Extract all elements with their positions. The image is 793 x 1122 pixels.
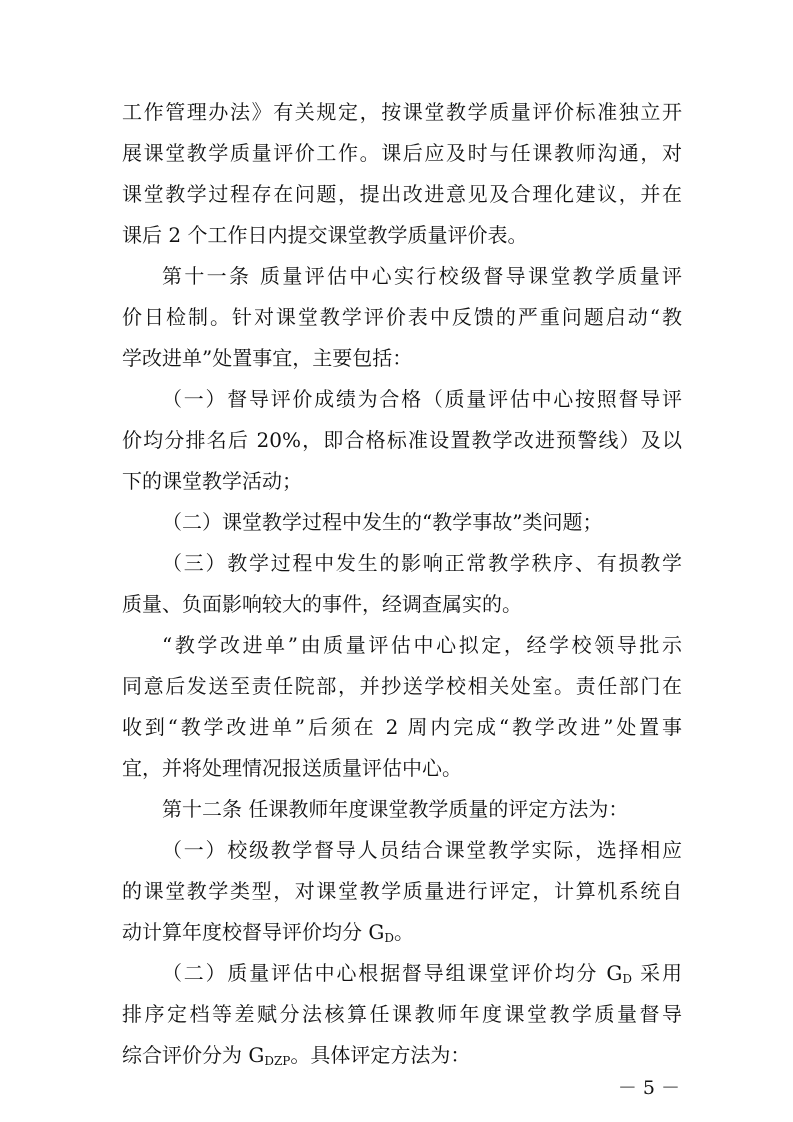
line-text: 综合评价分为 G — [122, 1043, 265, 1067]
paragraph-line: 质量、负面影响较大的事件，经调查属实的。 — [122, 592, 522, 616]
paragraph-line: 展课堂教学质量评价工作。课后应及时与任课教师沟通，对 — [122, 141, 682, 165]
paragraph-line: 价均分排名后 20%，即合格标准设置教学改进预警线）及以 — [122, 428, 682, 452]
paragraph-line-gdzp — [122, 1040, 682, 1070]
line-text: （二）质量评估中心根据督导组课堂评价均分 G — [162, 961, 623, 985]
article-11-heading-line: 第十一条 质量评估中心实行校级督导课堂教学质量评 — [162, 264, 682, 288]
paragraph-line: 收到“教学改进单”后须在 2 周内完成“教学改进”处置事 — [122, 715, 682, 739]
subscript-d: D — [622, 972, 633, 986]
paragraph-line: 宜，并将处理情况报送质量评估中心。 — [122, 756, 462, 780]
paragraph-line-gd — [122, 917, 682, 947]
list-item-line: （一）校级教学督导人员结合课堂教学实际，选择相应 — [162, 838, 682, 862]
article-12-heading-line: 第十二条 任课教师年度课堂教学质量的评定方法为： — [162, 797, 629, 821]
paragraph-line: “教学改进单”由质量评估中心拟定，经学校领导批示 — [162, 633, 682, 657]
paragraph-line: 下的课堂教学活动； — [122, 469, 302, 493]
page-number: － 5 － — [617, 1077, 680, 1099]
paragraph-line: 价日检制。针对课堂教学评价表中反馈的严重问题启动“教 — [122, 305, 682, 329]
line-text: 。 — [393, 920, 414, 944]
paragraph-line: 工作管理办法》有关规定，按课堂教学质量评价标准独立开 — [122, 100, 682, 124]
line-text: 动计算年度校督导评价均分 G — [122, 920, 385, 944]
line-text: 采用 — [632, 961, 682, 985]
paragraph-line: 排序定档等差赋分法核算任课教师年度课堂教学质量督导 — [122, 1002, 682, 1026]
line-text: 。具体评定方法为： — [290, 1043, 471, 1067]
list-item-line: （三）教学过程中发生的影响正常教学秩序、有损教学 — [162, 551, 682, 575]
list-item-line: （二）课堂教学过程中发生的“教学事故”类问题； — [162, 510, 603, 534]
list-item-line: （一）督导评价成绩为合格（质量评估中心按照督导评 — [162, 387, 682, 411]
paragraph-line: 课堂教学过程存在问题，提出改进意见及合理化建议，并在 — [122, 182, 682, 206]
paragraph-line: 的课堂教学类型，对课堂教学质量进行评定，计算机系统自 — [122, 879, 682, 903]
subscript-d: D — [384, 931, 394, 945]
subscript-dzp: DZP — [264, 1054, 291, 1068]
paragraph-line: 同意后发送至责任院部，并抄送学校相关处室。责任部门在 — [122, 674, 682, 698]
paragraph-line: 课后 2 个工作日内提交课堂教学质量评价表。 — [122, 223, 528, 247]
paragraph-line: 学改进单”处置事宜，主要包括： — [122, 346, 413, 370]
list-item-line-gd — [162, 958, 682, 988]
